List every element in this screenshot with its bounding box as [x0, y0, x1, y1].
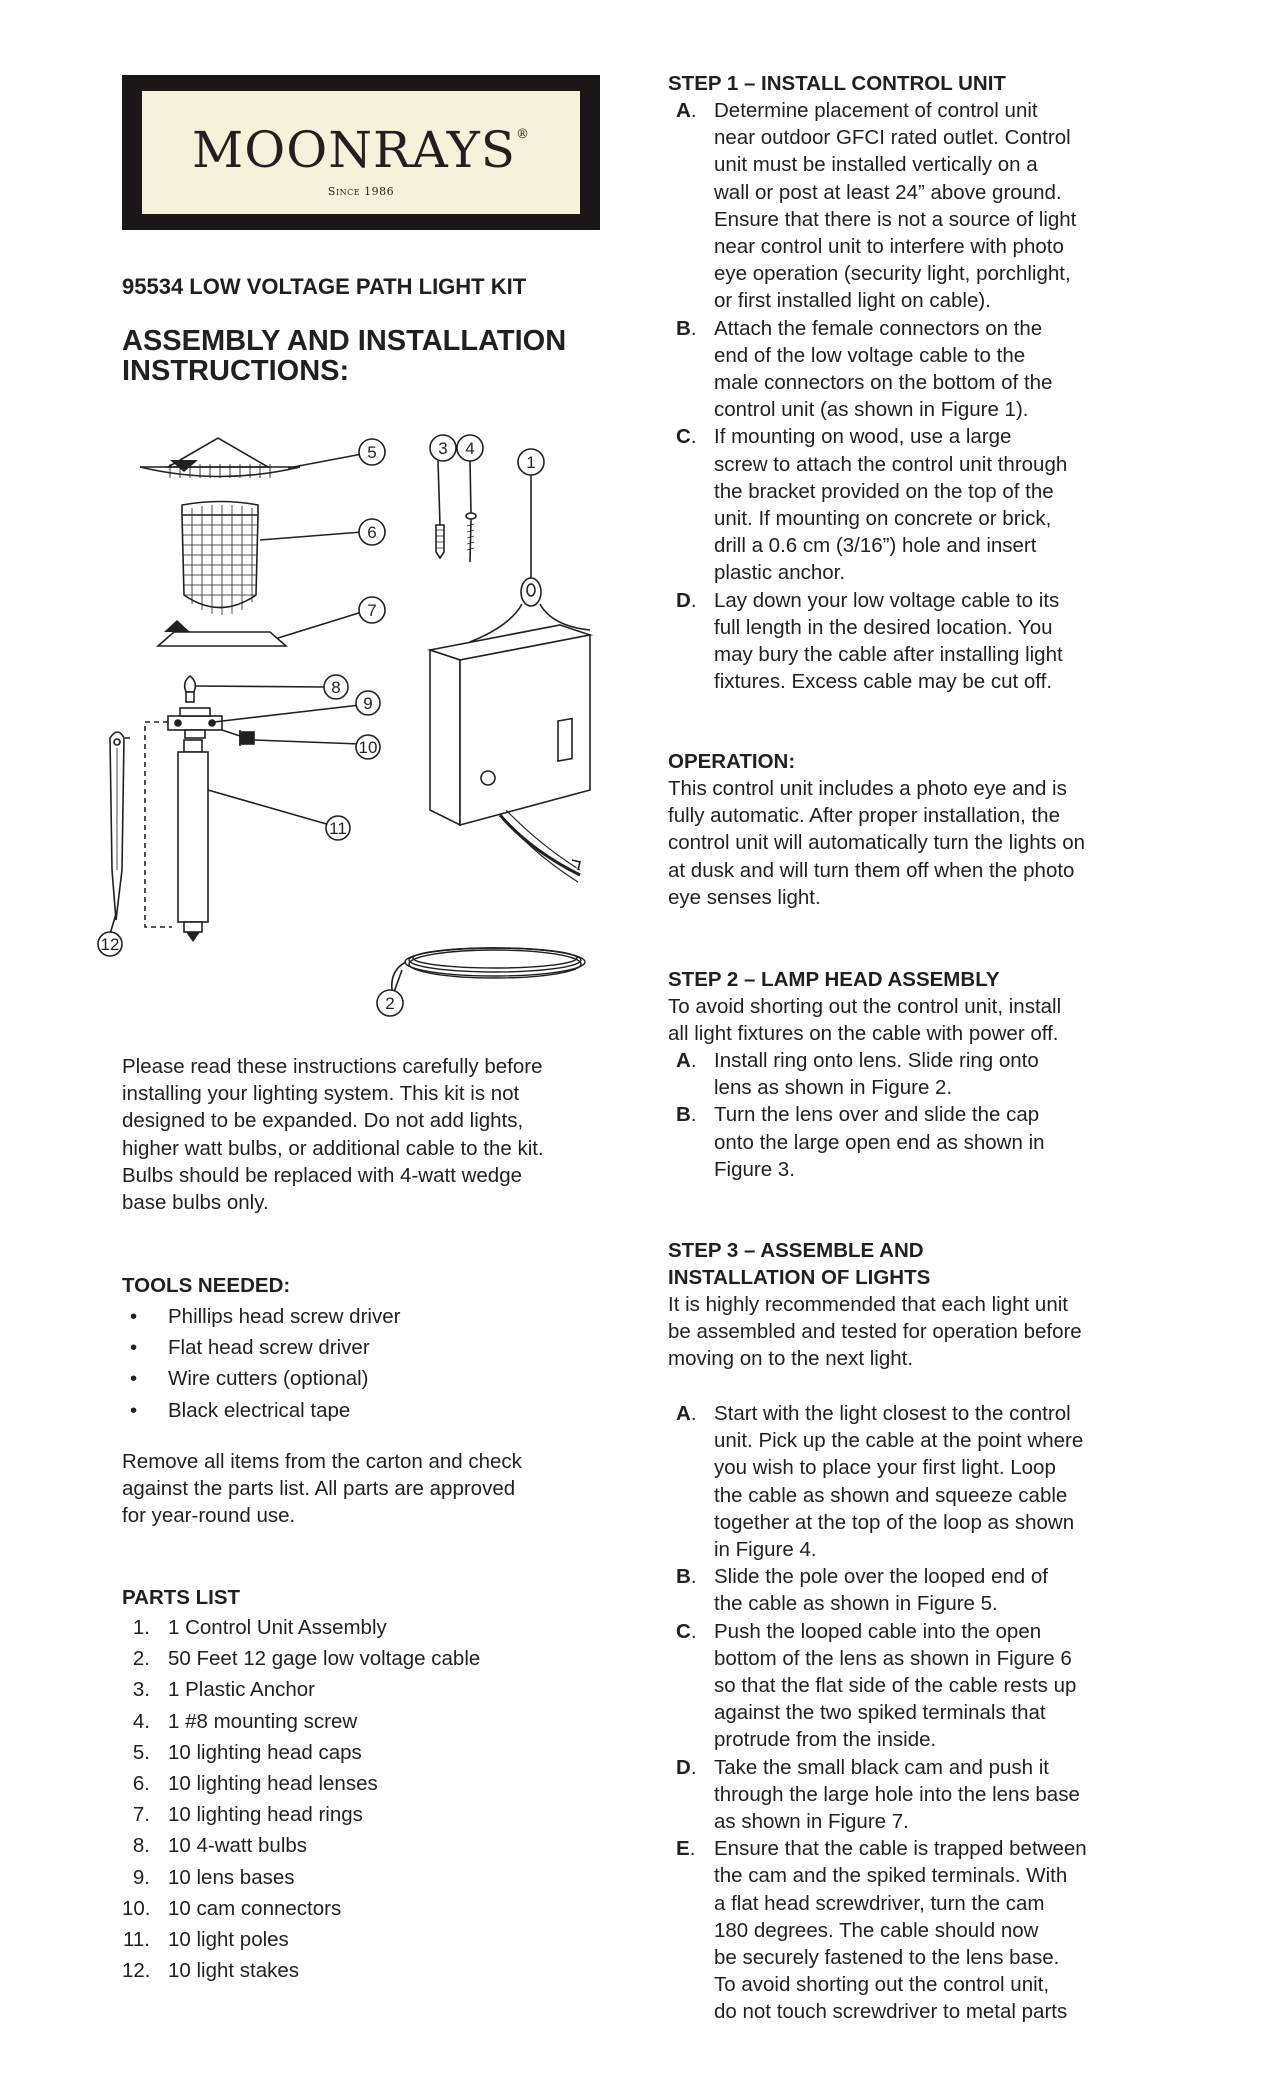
text-line: STEP 3 – ASSEMBLE AND — [668, 1239, 924, 1262]
text-line: Attach the female connectors on the — [714, 316, 1043, 340]
text-line: for year-round use. — [122, 1504, 296, 1528]
intro-line: higher watt bulbs, or additional cable to the kit. — [122, 1136, 544, 1160]
step2-heading: STEP 2 – LAMP HEAD ASSEMBLY — [668, 968, 1000, 991]
text-line: Slide the pole over the looped end of — [714, 1565, 1048, 1589]
control-unit-illustration — [430, 508, 590, 882]
step1-item-a: A. Determine placement of control unit near outdoor GFCI rated outlet. Control unit must be installed vertically on a wall or post at least 24” above ground. Ensure that there is not a source of light near control unit to interfere with photo eye operation (security light, porchlight, or first installed light on cable). — [668, 97, 1168, 315]
list-item — [122, 1770, 602, 1801]
text-line: 10 lens bases — [168, 1865, 295, 1889]
callout-11-label: 11 — [329, 819, 347, 838]
text-line: A — [676, 99, 691, 122]
text-line: 50 Feet 12 gage low voltage cable — [168, 1647, 481, 1671]
text-line: lens as shown in Figure 2. — [714, 1076, 953, 1100]
parts-diagram — [100, 430, 630, 1030]
step1-list — [668, 97, 1168, 695]
cable-coil-illustration — [392, 948, 585, 990]
callout-3-label: 3 — [438, 439, 448, 458]
text-line: Determine placement of control unit — [714, 99, 1038, 122]
text-line: unit. Pick up the cable at the point where — [714, 1429, 1084, 1453]
intro-paragraph — [122, 1053, 622, 1216]
text-line: 12. — [122, 1959, 151, 1983]
text-line: or first installed light on cable). — [714, 289, 991, 313]
text-line: 11. — [123, 1927, 150, 1951]
text-line: Start with the light closest to the control — [714, 1402, 1071, 1425]
text-line: do not touch screwdriver to metal parts — [714, 2000, 1068, 2024]
text-line: Remove all items from the carton and check — [122, 1450, 522, 1473]
list-item — [122, 1614, 602, 1645]
list-item — [122, 1864, 602, 1895]
text-line: bottom of the lens as shown in Figure 6 — [714, 1646, 1072, 1670]
list-item — [122, 1676, 602, 1707]
text-line: together at the top of the loop as shown — [714, 1510, 1075, 1534]
text-line: 3. — [132, 1678, 150, 1702]
step3-item-b: B. Slide the pole over the looped end of the cable as shown in Figure 5. — [668, 1563, 1168, 1617]
text-line: 5. — [132, 1740, 150, 1764]
assembly-path — [145, 722, 172, 927]
text-line: To avoid shorting out the control unit, install — [668, 995, 1062, 1018]
list-item: • Wire cutters (optional) — [130, 1367, 369, 1391]
text-line: protrude from the inside. — [714, 1728, 937, 1752]
text-line: Ensure that the cable is trapped between — [714, 1837, 1087, 1861]
text-line: Install ring onto lens. Slide ring onto — [714, 1049, 1039, 1072]
text-line: you wish to place your first light. Loop — [714, 1456, 1056, 1480]
text-line: A — [676, 1402, 691, 1425]
assembly-title — [122, 326, 566, 386]
text-line: Wire cutters (optional) — [168, 1367, 369, 1391]
light-stake-illustration — [110, 732, 124, 920]
text-line: 180 degrees. The cable should now — [714, 1918, 1039, 1942]
step3-item-e: E. Ensure that the cable is trapped between the cam and the spiked terminals. With a flat head screwdriver, turn the cam 180 degrees. The cable should now be securely fastened to the lens base. To avoid shorting out the control unit, do not touch screwdriver to metal parts — [668, 1835, 1168, 2025]
step3-item-d: D. Take the small black cam and push it through the large hole into the lens base as shown in Figure 7. — [668, 1754, 1168, 1836]
text-line: If mounting on wood, use a large — [714, 425, 1012, 449]
text-line: 9. — [132, 1865, 150, 1889]
text-line: D — [676, 1755, 691, 1779]
step1-item-d: D. Lay down your low voltage cable to its full length in the desired location. You may bury the cable after installing light fixtures. Excess cable may be cut off. — [668, 587, 1168, 696]
callout-7-label: 7 — [367, 601, 377, 620]
text-line: 10 lighting head lenses — [168, 1771, 378, 1795]
list-item — [122, 1926, 602, 1957]
text-line: Black electrical tape — [168, 1398, 351, 1422]
text-line: near outdoor GFCI rated outlet. Control — [714, 126, 1071, 150]
logo-name: MOONRAYS — [192, 121, 516, 179]
step1-item-c: C. If mounting on wood, use a large screw to attach the control unit through the bracket provided on the top of the unit. If mounting on concrete or brick, drill a 0.6 cm (3/16”) hole and insert plastic anchor. — [668, 423, 1168, 586]
text-line: the cable as shown and squeeze cable — [714, 1483, 1068, 1507]
logo-registered-mark: ® — [515, 127, 530, 142]
intro-line: Please read these instructions carefully before — [122, 1055, 543, 1078]
callout-4-label: 4 — [465, 439, 475, 458]
tools-list — [122, 1303, 602, 1428]
text-line: a flat head screwdriver, turn the cam — [714, 1891, 1045, 1915]
text-line: 10 lighting head caps — [168, 1740, 362, 1764]
step3-heading — [668, 1237, 930, 1291]
text-line: plastic anchor. — [714, 561, 846, 585]
text-line: 10 light poles — [168, 1927, 289, 1951]
text-line: Ensure that there is not a source of light — [714, 207, 1077, 231]
intro-line: Bulbs should be replaced with 4-watt wedge — [122, 1163, 522, 1187]
logo-panel — [142, 91, 580, 214]
text-line: so that the flat side of the cable rests up — [714, 1674, 1077, 1698]
text-line: fixtures. Excess cable may be cut off. — [714, 670, 1053, 694]
text-line: be assembled and tested for operation before — [668, 1320, 1082, 1344]
text-line: 8. — [132, 1834, 150, 1858]
callout-6-label: 6 — [367, 523, 377, 542]
text-line: the cable as shown in Figure 5. — [714, 1592, 998, 1616]
text-line: 10 light stakes — [168, 1959, 300, 1983]
step1-item-b: B. Attach the female connectors on the end of the low voltage cable to the male connectors on the bottom of the control unit (as shown in Figure 1). — [668, 315, 1168, 424]
text-line: moving on to the next light. — [668, 1347, 914, 1371]
callout-2-label: 2 — [385, 994, 395, 1013]
step2-item-b: B. Turn the lens over and slide the cap onto the large open end as shown in Figure 3. — [668, 1101, 1168, 1183]
step3-intro — [668, 1291, 1168, 1373]
text-line: near control unit to interfere with photo — [714, 235, 1064, 259]
text-line: unit must be installed vertically on a — [714, 153, 1038, 177]
text-line: be securely fastened to the lens base. — [714, 1946, 1060, 1970]
text-line: Figure 3. — [714, 1157, 795, 1181]
bulb-illustration — [185, 676, 196, 702]
callout-10-label: 10 — [358, 738, 378, 757]
logo-since: Since 1986 — [327, 185, 395, 198]
text-line: control unit will automatically turn the lights on — [668, 831, 1086, 855]
text-line: the bracket provided on the top of the — [714, 479, 1054, 503]
text-line: 4. — [132, 1709, 150, 1733]
text-line: Push the looped cable into the open — [714, 1619, 1042, 1643]
list-item — [122, 1801, 602, 1832]
text-line: fully automatic. After proper installation, the — [668, 804, 1060, 828]
text-line: 7. — [132, 1803, 150, 1827]
text-line: C — [676, 425, 691, 449]
text-line: A — [676, 1049, 691, 1072]
text-line: 6. — [132, 1771, 150, 1795]
light-pole-illustration — [178, 740, 208, 942]
list-item — [122, 1708, 602, 1739]
text-line: It is highly recommended that each light unit — [668, 1293, 1068, 1316]
text-line: full length in the desired location. You — [714, 615, 1053, 639]
text-line: E — [676, 1837, 690, 1861]
list-item — [122, 1739, 602, 1770]
text-line: the cam and the spiked terminals. With — [714, 1864, 1068, 1888]
plastic-anchor-illustration — [436, 461, 444, 558]
text-line: may bury the cable after installing light — [714, 643, 1063, 667]
text-line: wall or post at least 24” above ground. — [714, 180, 1062, 204]
text-line: control unit (as shown in Figure 1). — [714, 398, 1029, 422]
callout-8-label: 8 — [331, 678, 341, 697]
list-item: • Flat head screw driver — [130, 1336, 370, 1360]
text-line: onto the large open end as shown in — [714, 1130, 1045, 1154]
list-item: • Black electrical tape — [130, 1398, 351, 1422]
text-line: INSTALLATION OF LIGHTS — [668, 1266, 931, 1290]
lighting-head-cap-illustration — [140, 438, 300, 478]
list-item — [122, 1832, 602, 1863]
list-item — [122, 1645, 602, 1676]
arrow-up-icon — [164, 620, 190, 632]
text-line: B — [676, 1103, 691, 1127]
text-line: at dusk and will turn them off when the photo — [668, 858, 1075, 882]
text-line: Flat head screw driver — [168, 1336, 370, 1360]
lighting-head-ring-illustration — [158, 632, 286, 646]
text-line: as shown in Figure 7. — [714, 1810, 909, 1834]
parts-heading: PARTS LIST — [122, 1586, 241, 1609]
step1-heading: STEP 1 – INSTALL CONTROL UNIT — [668, 72, 1006, 95]
step2-item-a: A. Install ring onto lens. Slide ring onto lens as shown in Figure 2. — [668, 1047, 1168, 1101]
text-line: against the parts list. All parts are approved — [122, 1477, 516, 1501]
text-line: in Figure 4. — [714, 1538, 817, 1562]
step3-list — [668, 1400, 1168, 2026]
callout-5-label: 5 — [367, 443, 377, 462]
step2-list — [668, 1047, 1168, 1183]
text-line: Turn the lens over and slide the cap — [714, 1103, 1040, 1127]
text-line: all light fixtures on the cable with power off. — [668, 1022, 1059, 1046]
text-line: drill a 0.6 cm (3/16”) hole and insert — [714, 534, 1037, 558]
parts-list — [122, 1614, 602, 1988]
operation-heading: OPERATION: — [668, 750, 796, 773]
intro-line: installing your lighting system. This kit is not — [122, 1082, 520, 1106]
text-line: C — [676, 1619, 691, 1643]
text-line: B — [676, 316, 691, 340]
brand-logo — [122, 75, 600, 230]
text-line: unit. If mounting on concrete or brick, — [714, 507, 1052, 531]
text-line: 10. — [122, 1896, 151, 1920]
text-line: against the two spiked terminals that — [714, 1701, 1046, 1725]
step2-intro — [668, 993, 1168, 1047]
tools-heading: TOOLS NEEDED: — [122, 1274, 291, 1297]
text-line: 10 4-watt bulbs — [168, 1834, 308, 1858]
text-line: eye senses light. — [668, 885, 821, 909]
text-line: D — [676, 588, 691, 612]
callout-1-label: 1 — [526, 453, 536, 472]
assembly-title-line-2: INSTRUCTIONS: — [122, 355, 350, 387]
logo-wordmark — [142, 121, 580, 179]
text-line: eye operation (security light, porchlight, — [714, 262, 1071, 286]
operation-paragraph — [668, 775, 1168, 911]
text-line: 1 #8 mounting screw — [168, 1709, 358, 1733]
text-line: 10 lighting head rings — [168, 1803, 363, 1827]
intro-line: designed to be expanded. Do not add lights, — [122, 1109, 524, 1133]
text-line: To avoid shorting out the control unit, — [714, 1973, 1050, 1997]
text-line: 1 Control Unit Assembly — [168, 1616, 387, 1639]
text-line: Take the small black cam and push it — [714, 1755, 1049, 1779]
callout-12-label: 12 — [100, 935, 120, 954]
list-item: • Phillips head screw driver — [130, 1305, 401, 1328]
text-line: This control unit includes a photo eye and is — [668, 777, 1067, 800]
list-item — [122, 1895, 602, 1926]
list-item — [122, 1957, 602, 1988]
text-line: through the large hole into the lens base — [714, 1782, 1080, 1806]
text-line: 1 Plastic Anchor — [168, 1678, 315, 1702]
text-line: B — [676, 1565, 691, 1589]
step3-item-a: A. Start with the light closest to the control unit. Pick up the cable at the point where you wish to place your first light. Loop the cable as shown and squeeze cable together at the top of the loop as shown in Figure 4. — [668, 1400, 1168, 1563]
kit-title: 95534 LOW VOLTAGE PATH LIGHT KIT — [122, 274, 527, 299]
text-line: end of the low voltage cable to the — [714, 343, 1026, 367]
text-line: Phillips head screw driver — [168, 1305, 401, 1328]
cam-connector-illustration — [222, 730, 254, 746]
assembly-title-line-1: ASSEMBLY AND INSTALLATION — [122, 325, 567, 357]
lens-base-illustration — [168, 708, 222, 738]
lighting-head-lens-illustration — [182, 502, 258, 616]
remove-paragraph — [122, 1448, 622, 1530]
text-line: male connectors on the bottom of the — [714, 371, 1053, 395]
text-line: 1. — [132, 1616, 150, 1639]
intro-line: base bulbs only. — [122, 1191, 269, 1215]
callout-9-label: 9 — [363, 694, 373, 713]
text-line: Lay down your low voltage cable to its — [714, 588, 1060, 612]
text-line: 10 cam connectors — [168, 1896, 342, 1920]
step3-item-c: C. Push the looped cable into the open bottom of the lens as shown in Figure 6 so that the flat side of the cable rests up against the two spiked terminals that protrude from the inside. — [668, 1618, 1168, 1754]
text-line: screw to attach the control unit through — [714, 452, 1068, 476]
mounting-screw-illustration — [466, 461, 476, 562]
text-line: 2. — [132, 1647, 150, 1671]
